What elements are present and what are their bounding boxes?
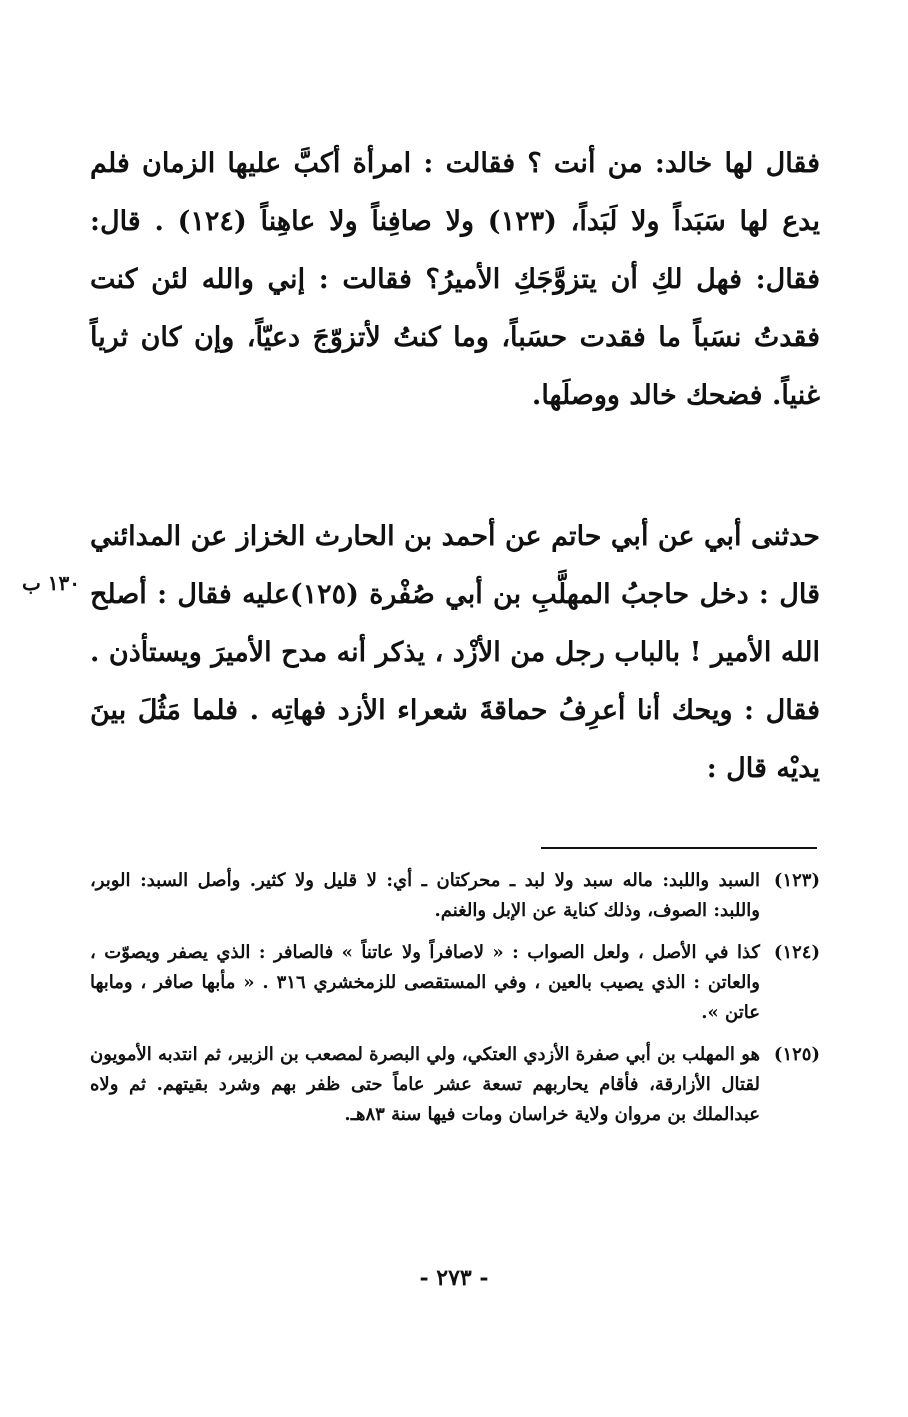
page-number: - ٢٧٣ - [419,1265,489,1291]
footnote-124 [90,938,820,1028]
footnote-text: كذا في الأصل ، ولعل الصواب : « لاصافراً ولا عاتناً » فالصافر : الذي يصفر ويصوّت ، والعاتن : الذي يصيب بالعين ، وفي المستقصى للزمخشري ٣١٦ . « مأبها صافر ، ومابها عاتن ». [90,942,760,1023]
footnote-divider [541,847,817,849]
manuscript-folio-note: ١٣٠ ب [22,571,81,595]
footnote-text: السبد واللبد: ماله سبد ولا لبد ـ محركتان ـ أي: لا قليل ولا كثير. وأصل السبد: الوبر، واللبد: الصوف، وذلك كناية عن الإبل والغنم. [90,870,760,921]
footnote-number: (١٢٥) [773,1044,820,1065]
footnote-text: هو المهلب بن أبي صفرة الأزدي العتكي، ولي البصرة لمصعب بن الزبير، ثم انتدبه الأمويون لقتال الأزارقة، فأقام يحاربهم تسعة عشر عاماً حتى ظفر بهم وشرد بقيتهم. ثم ولاه عبدالملك بن مروان ولاية خراسان ومات فيها سنة ٨٣هـ. [90,1044,760,1125]
footnote-number: (١٢٣) [773,870,820,891]
body-paragraph-2: حدثنى أبي عن أبي حاتم عن أحمد بن الحارث الخزاز عن المدائني قال : دخل حاجبُ المهلَّبِ بن أبي صُفْرة (١٢٥)عليه فقال : أصلح الله الأمير ! بالباب رجل من الأزْد ، يذكر أنه مدح الأميرَ ويستأذن . فقال : ويحك أنا أعرِفُ حماقةَ شعراء الأزد فهاتِه . فلما مَثُلَ بينَ يديْه قال : [90,521,820,784]
footnote-125 [90,1040,820,1130]
footnote-123 [90,866,820,926]
footnotes [90,866,820,1142]
footnote-number: (١٢٤) [773,942,820,963]
body-paragraph-1: فقال لها خالد: من أنت ؟ فقالت : امرأة أكبَّ عليها الزمان فلم يدع لها سَبَداً ولا لَبَداً، (١٢٣) ولا صافِناً ولا عاهِناً (١٢٤) . قال: فقال: فهل لكِ أن يتزوَّجَكِ الأميرُ؟ فقالت : إني والله لئن كنت فقدتُ نسَباً ما فقدت حسَباً، وما كنتُ لأتزوّجَ دعيّاً، وإن كان ثرياً غنياً. فضحك خالد ووصلَها. [90,148,820,411]
